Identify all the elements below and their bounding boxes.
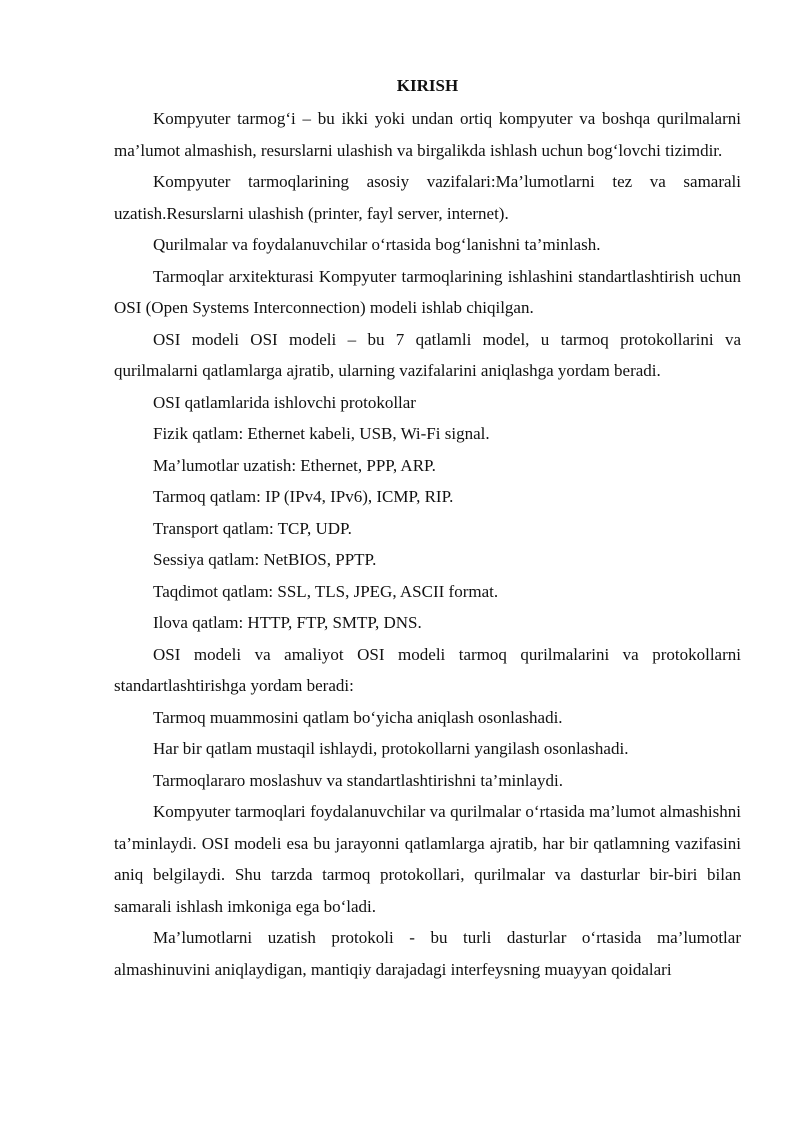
document-page	[114, 76, 741, 985]
paragraph-network-functions: Kompyuter tarmoqlarining asosiy vazifalari:Ma’lumotlarni tez va samarali uzatish.Resurslarni ulashish (printer, fayl server, internet).	[114, 172, 741, 223]
paragraph-protocol-definition: Ma’lumotlarni uzatish protokoli - bu turli dasturlar o‘rtasida ma’lumotlar almashinuvini aniqlaydigan, mantiqiy darajadagi interfeysning muayyan qoidalari	[114, 928, 741, 979]
paragraph-osi-model: OSI modeli OSI modeli – bu 7 qatlamli model, u tarmoq protokollarini va qurilmalarni qatlamlarga ajratib, ularning vazifalarini aniqlashga yordam beradi.	[114, 329, 741, 380]
list-item-independent-layers: Har bir qatlam mustaqil ishlaydi, protokollarni yangilash osonlashadi.	[153, 739, 629, 758]
list-item-transport-layer: Transport qatlam: TCP, UDP.	[153, 518, 352, 538]
paragraph-osi-protocols-heading: OSI qatlamlarida ishlovchi protokollar	[153, 392, 416, 412]
list-item-session-layer: Sessiya qatlam: NetBIOS, PPTP.	[153, 550, 377, 569]
list-item-troubleshooting: Tarmoq muammosini qatlam bo‘yicha aniqlash osonlashadi.	[153, 707, 563, 727]
paragraph-architecture: Tarmoqlar arxitekturasi Kompyuter tarmoqlarining ishlashini standartlashtirish uchun OSI (Open Systems Interconnection) modeli ishlab chiqilgan.	[114, 266, 741, 317]
paragraph-osi-practice: OSI modeli va amaliyot OSI modeli tarmoq qurilmalarini va protokollarni standartlashtirishga yordam beradi:	[114, 644, 741, 695]
paragraph-conclusion: Kompyuter tarmoqlari foydalanuvchilar va qurilmalar o‘rtasida ma’lumot almashishni ta’minlaydi. OSI modeli esa bu jarayonni qatlamlarga ajratib, har bir qatlamning vazifasini aniq belgilaydi. Shu tarzda tarmoq protokollari, qurilmalar va dasturlar bir-biri bilan samarali ishlash imkoniga ega bo‘ladi.	[114, 802, 741, 916]
page-title: KIRISH	[396, 76, 459, 95]
list-item-interoperability: Tarmoqlararo moslashuv va standartlashtirishni ta’minlaydi.	[153, 770, 564, 790]
list-item-data-link-layer: Ma’lumotlar uzatish: Ethernet, PPP, ARP.	[153, 455, 436, 475]
list-item-physical-layer: Fizik qatlam: Ethernet kabeli, USB, Wi-Fi signal.	[153, 424, 490, 443]
paragraph-network-definition: Kompyuter tarmog‘i – bu ikki yoki undan ortiq kompyuter va boshqa qurilmalarni ma’lumot almashish, resurslarni ulashish va birgalikda ishlash uchun bog‘lovchi tizimdir.	[114, 109, 741, 160]
list-item-presentation-layer: Taqdimot qatlam: SSL, TLS, JPEG, ASCII format.	[153, 581, 499, 601]
paragraph-device-connection: Qurilmalar va foydalanuvchilar o‘rtasida bog‘lanishni ta’minlash.	[153, 235, 601, 254]
list-item-network-layer: Tarmoq qatlam: IP (IPv4, IPv6), ICMP, RIP.	[153, 487, 454, 506]
list-item-application-layer: Ilova qatlam: HTTP, FTP, SMTP, DNS.	[153, 613, 422, 632]
